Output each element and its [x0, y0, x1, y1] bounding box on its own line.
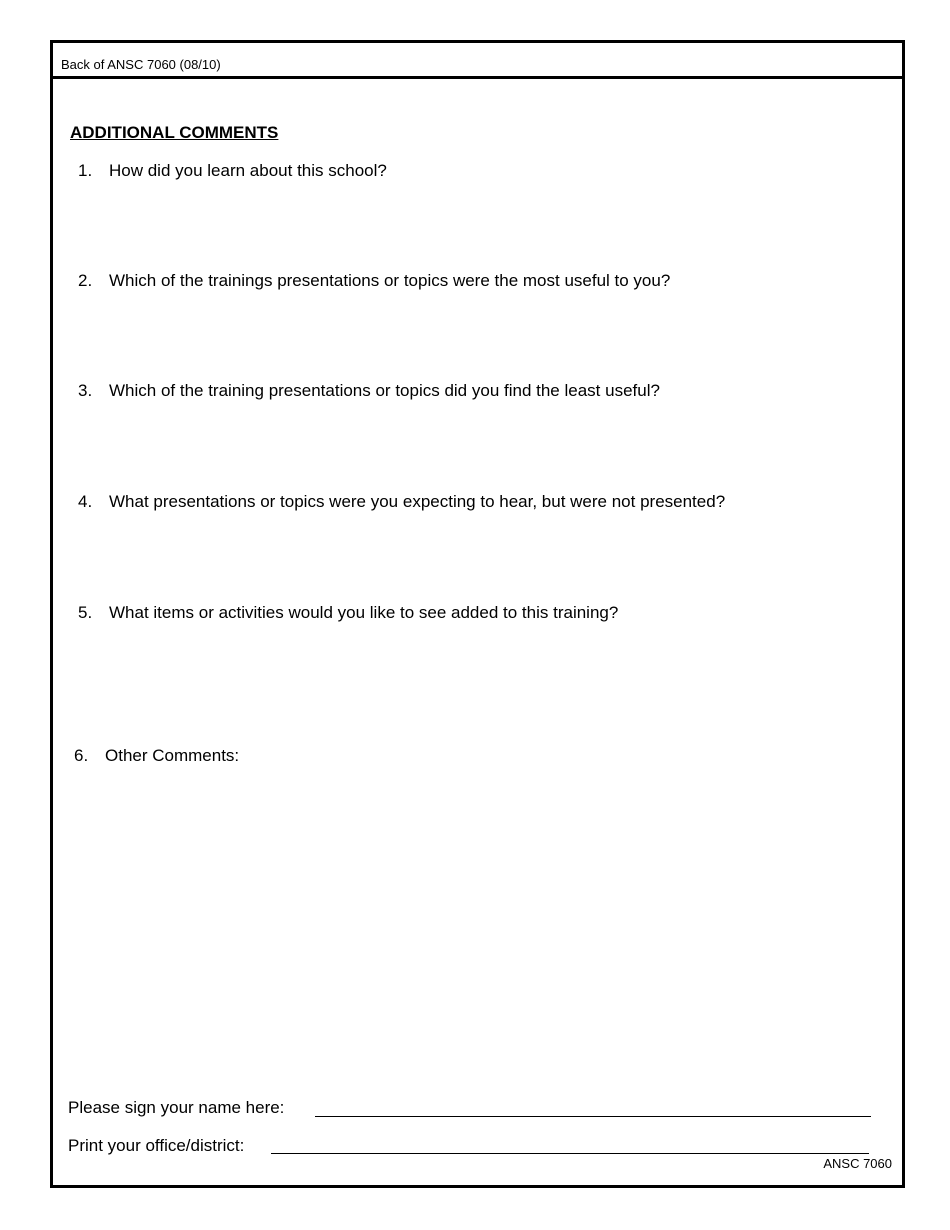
- question-1: [78, 161, 387, 181]
- question-text: Other Comments:: [105, 746, 240, 765]
- question-number: 2.: [78, 271, 93, 290]
- question-number: 3.: [78, 381, 93, 400]
- question-text: Which of the training presentations or topics did you find the least useful?: [109, 381, 660, 400]
- form-header-bar: [53, 43, 902, 79]
- question-text: How did you learn about this school?: [109, 161, 387, 180]
- form-frame: [50, 40, 905, 1188]
- question-text: Which of the trainings presentations or topics were the most useful to you?: [109, 271, 671, 290]
- question-number: 5.: [78, 603, 93, 622]
- question-number: 4.: [78, 492, 93, 511]
- question-6: [74, 746, 239, 766]
- office-district-line[interactable]: [271, 1153, 869, 1154]
- question-text: What items or activities would you like to see added to this training?: [109, 603, 619, 622]
- form-code: ANSC 7060: [823, 1156, 892, 1171]
- question-text: What presentations or topics were you expecting to hear, but were not presented?: [109, 492, 726, 511]
- question-2: [78, 271, 670, 291]
- question-5: [78, 603, 618, 623]
- question-number: 6.: [74, 746, 89, 765]
- question-4: [78, 492, 725, 512]
- signature-name-label: Please sign your name here:: [68, 1098, 285, 1117]
- signature-name-line[interactable]: [315, 1116, 871, 1117]
- question-number: 1.: [78, 161, 93, 180]
- office-district-label: Print your office/district:: [68, 1136, 245, 1155]
- section-title: ADDITIONAL COMMENTS: [70, 123, 279, 142]
- question-3: [78, 381, 660, 401]
- form-back-label: Back of ANSC 7060 (08/10): [61, 57, 221, 72]
